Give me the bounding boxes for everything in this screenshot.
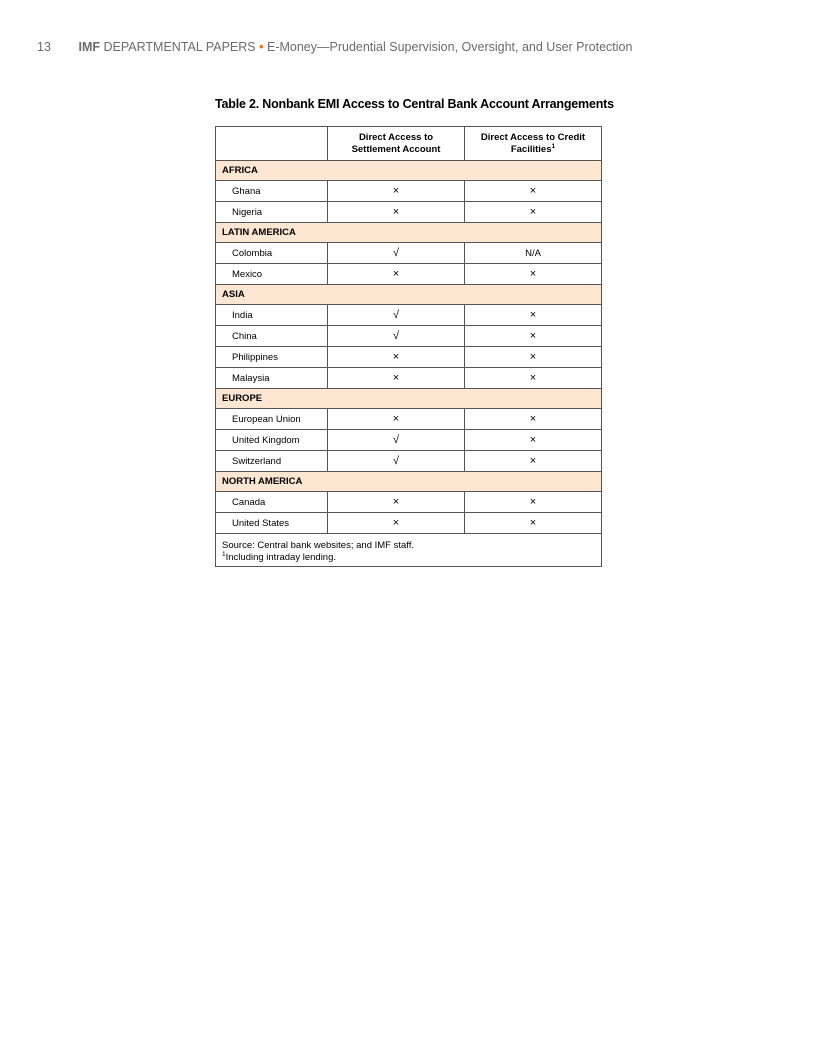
source-note: Source: Central bank websites; and IMF staff.	[222, 540, 415, 551]
settlement-cell	[328, 347, 465, 368]
cross-mark-icon: ×	[529, 206, 537, 218]
table-row	[216, 430, 602, 451]
table-row	[216, 202, 602, 223]
settlement-cell	[328, 513, 465, 534]
brand-name: IMF	[78, 40, 101, 54]
cross-mark-icon: ×	[529, 517, 537, 529]
credit-cell	[465, 181, 602, 202]
credit-cell	[465, 492, 602, 513]
page-number: 13	[37, 40, 51, 54]
country-name: United Kingdom	[216, 430, 328, 451]
country-name: United States	[216, 513, 328, 534]
table-row	[216, 368, 602, 389]
table-notes	[216, 534, 602, 567]
table-row	[216, 181, 602, 202]
access-table	[215, 126, 602, 567]
cross-mark-icon: ×	[392, 185, 400, 197]
cross-mark-icon: ×	[392, 372, 400, 384]
settlement-cell	[328, 202, 465, 223]
check-mark-icon: √	[392, 455, 400, 467]
table-notes-row	[216, 534, 602, 567]
region-label: LATIN AMERICA	[216, 223, 602, 243]
column-header-settlement: Direct Access to Settlement Account	[328, 127, 465, 161]
credit-cell	[465, 264, 602, 285]
settlement-cell	[328, 243, 465, 264]
table-row	[216, 326, 602, 347]
column-header-credit-label: Direct Access to Credit Facilities	[480, 131, 586, 155]
check-mark-icon: √	[392, 330, 400, 342]
cross-mark-icon: ×	[529, 268, 537, 280]
check-mark-icon: √	[392, 309, 400, 321]
settlement-cell	[328, 451, 465, 472]
country-name: Malaysia	[216, 368, 328, 389]
credit-cell	[465, 305, 602, 326]
table-row	[216, 513, 602, 534]
cross-mark-icon: ×	[392, 517, 400, 529]
series-name: DEPARTMENTAL PAPERS	[103, 40, 256, 54]
bullet-separator: •	[259, 40, 264, 54]
region-row	[216, 161, 602, 181]
credit-cell	[465, 368, 602, 389]
region-row	[216, 223, 602, 243]
settlement-cell	[328, 264, 465, 285]
credit-cell	[465, 243, 602, 264]
paper-title: E-Money—Prudential Supervision, Oversight, and User Protection	[266, 40, 633, 54]
region-label: EUROPE	[216, 389, 602, 409]
footnote-text: Including intraday lending.	[225, 552, 337, 563]
cross-mark-icon: ×	[392, 496, 400, 508]
credit-cell	[465, 409, 602, 430]
cross-mark-icon: ×	[529, 309, 537, 321]
settlement-cell	[328, 305, 465, 326]
country-name: Philippines	[216, 347, 328, 368]
country-name: Colombia	[216, 243, 328, 264]
column-header-credit	[465, 127, 602, 161]
credit-cell	[465, 326, 602, 347]
table-row	[216, 264, 602, 285]
cross-mark-icon: ×	[529, 496, 537, 508]
settlement-cell	[328, 181, 465, 202]
settlement-cell	[328, 368, 465, 389]
table-row	[216, 451, 602, 472]
cross-mark-icon: ×	[529, 351, 537, 363]
footnote	[222, 552, 595, 564]
table-header-row	[216, 127, 602, 161]
credit-value: N/A	[525, 247, 541, 259]
table-row	[216, 492, 602, 513]
credit-cell	[465, 347, 602, 368]
settlement-cell	[328, 409, 465, 430]
country-name: European Union	[216, 409, 328, 430]
credit-cell	[465, 451, 602, 472]
footnote-marker: 1	[551, 142, 556, 150]
cross-mark-icon: ×	[392, 206, 400, 218]
region-row	[216, 472, 602, 492]
column-header-country	[216, 127, 328, 161]
cross-mark-icon: ×	[529, 413, 537, 425]
country-name: India	[216, 305, 328, 326]
region-label: NORTH AMERICA	[216, 472, 602, 492]
cross-mark-icon: ×	[392, 413, 400, 425]
check-mark-icon: √	[392, 434, 400, 446]
region-label: ASIA	[216, 285, 602, 305]
running-header	[37, 40, 632, 54]
table-body	[216, 161, 602, 534]
credit-cell	[465, 430, 602, 451]
cross-mark-icon: ×	[392, 268, 400, 280]
cross-mark-icon: ×	[529, 330, 537, 342]
table-row	[216, 305, 602, 326]
region-label: AFRICA	[216, 161, 602, 181]
cross-mark-icon: ×	[529, 434, 537, 446]
footnote-marker-note: 1	[222, 550, 226, 558]
table-row	[216, 409, 602, 430]
settlement-cell	[328, 430, 465, 451]
check-mark-icon: √	[392, 247, 400, 259]
country-name: Canada	[216, 492, 328, 513]
country-name: Mexico	[216, 264, 328, 285]
table-row	[216, 243, 602, 264]
country-name: Switzerland	[216, 451, 328, 472]
credit-cell	[465, 513, 602, 534]
country-name: Nigeria	[216, 202, 328, 223]
cross-mark-icon: ×	[392, 351, 400, 363]
country-name: Ghana	[216, 181, 328, 202]
cross-mark-icon: ×	[529, 185, 537, 197]
table-row	[216, 347, 602, 368]
cross-mark-icon: ×	[529, 455, 537, 467]
region-row	[216, 285, 602, 305]
table-title: Table 2. Nonbank EMI Access to Central Bank Account Arrangements	[215, 97, 614, 111]
country-name: China	[216, 326, 328, 347]
cross-mark-icon: ×	[529, 372, 537, 384]
region-row	[216, 389, 602, 409]
settlement-cell	[328, 492, 465, 513]
settlement-cell	[328, 326, 465, 347]
credit-cell	[465, 202, 602, 223]
